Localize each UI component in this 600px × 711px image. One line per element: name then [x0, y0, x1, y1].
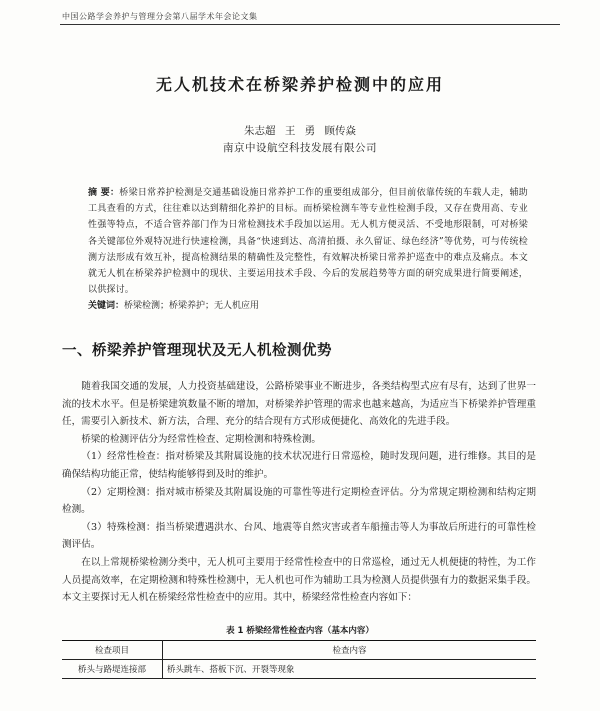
- table-header-row: [62, 641, 536, 660]
- paragraph: 桥梁的检测评估分为经常性检查、定期检测和特殊检测。: [81, 433, 322, 445]
- affiliation: 南京中设航空科技发展有限公司: [223, 142, 377, 154]
- table-cell: 桥头与路堤连接部: [62, 660, 163, 679]
- table-header-cell: 检查内容: [163, 641, 537, 660]
- inspection-table: [62, 640, 536, 679]
- abstract-text: 桥梁日常养护检测是交通基础设施日常养护工作的重要组成部分，但目前依靠传统的车载人走，辅助工具查看的方式，往往难以达到精细化养护的目标。而桥梁检测车等专业性检测手段，又存在费用高、专业性强等特点，不适合管养部门作为日常检测技术手段加以运用。无人机方便灵活、不受地形限制，可对桥梁各关键部位外观特况进行快速检测，具备“快速到达、高清拍摄、永久留证、绿色经济”等优势，可与传统检测方法形成有效互补，提高检测结果的精确性及完整性，有效解决桥梁日常养护巡查中的难点及痛点。本文就无人机在桥梁养护检测中的现状、主要运用技术手段、今后的发展趋势等方面的研究成果进行简要阐述，以供探讨。: [88, 188, 528, 296]
- paragraph: 随着我国交通的发展，人力投资基础建设，公路桥梁事业不断进步，各类结构型式应有尽有，达到了世界一流的技术水平。但是桥梁建筑数量不断的增加，对桥梁养护管理的需求也越来越高，为适应当下桥梁养护管理重任，需要引入新技术、新方法，合理、充分的结合现有方式形成便捷化、高效化的先进手段。: [62, 381, 536, 428]
- running-header: 中国公路学会养护与管理分会第八届学术年会论文集: [62, 12, 258, 21]
- paragraph: （1）经常性检查：指对桥梁及其附属设施的技术状况进行日常巡检，随时发现问题，进行维修。其目的是确保结构功能正常，使结构能够得到及时的维护。: [62, 451, 536, 480]
- section-heading: 一、桥梁养护管理现状及无人机检测优势: [62, 343, 332, 359]
- keywords: [88, 298, 528, 311]
- paragraph: 在以上常规桥梁检测分类中，无人机可主要用于经常性检查中的日常巡检，通过无人机便捷的特性，为工作人员提高效率，在定期检测和特殊性检测中，无人机也可作为辅助工具为检测人员提供强有力的数据采集手段。本文主要探讨无人机在桥梁经常性检查中的应用。其中，桥梁经常性检查内容如下：: [62, 556, 536, 604]
- header-divider: [60, 24, 560, 25]
- abstract: [88, 185, 528, 298]
- table-caption: 表 1 桥梁经常性检查内容（基本内容）: [226, 626, 374, 636]
- paragraph: （3）特殊检测：指当桥梁遭遇洪水、台风、地震等自然灾害或者车船撞击等人为事故后所进行的可靠性检测评估。: [62, 521, 536, 551]
- paper-title: 无人机技术在桥梁养护检测中的应用: [155, 75, 444, 94]
- table-header-cell: 检查项目: [62, 641, 163, 660]
- abstract-label: 摘 要：: [88, 188, 120, 198]
- keywords-text: 桥梁检测；桥梁养护；无人机应用: [124, 301, 260, 311]
- authors: 朱志超 王 勇 顾传焱: [243, 125, 356, 137]
- section-body: [62, 378, 536, 607]
- table-row: [62, 660, 536, 679]
- keywords-label: 关键词：: [88, 301, 125, 311]
- paragraph: （2）定期检测：指对城市桥梁及其附属设施的可靠性等进行定期检查评估。分为常规定期检测和结构定期检测。: [62, 486, 536, 516]
- table-cell: 桥头跳车、搭板下沉、开裂等现象: [163, 660, 537, 679]
